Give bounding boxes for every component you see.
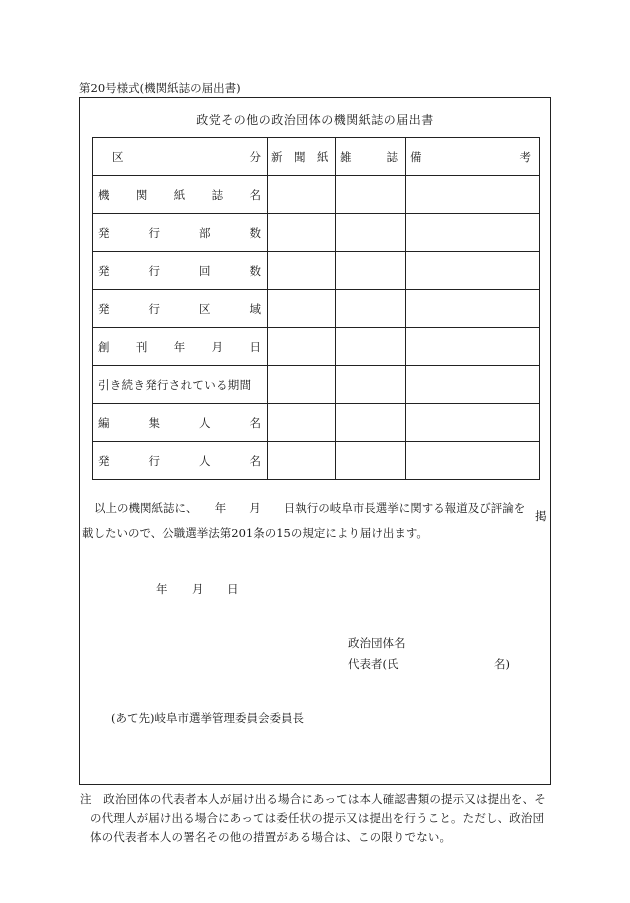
row-label-char: 人	[199, 415, 211, 430]
header-biko-right: 考	[519, 149, 531, 164]
row-label	[93, 366, 268, 404]
table-row	[93, 442, 540, 480]
row-label-char: 日	[249, 339, 261, 354]
table-row	[93, 290, 540, 328]
table-row	[93, 252, 540, 290]
cell-shinbunshi[interactable]	[268, 442, 336, 480]
row-label-char: 関	[135, 187, 148, 202]
cell-shinbunshi[interactable]	[268, 214, 336, 252]
row-label-char: 誌	[211, 187, 224, 202]
row-label	[93, 176, 268, 214]
cell-shinbunshi[interactable]	[268, 290, 336, 328]
row-label-char: 数	[249, 263, 261, 278]
row-label-char: 月	[211, 339, 224, 354]
row-label-text: 引き続き発行されている期間	[98, 377, 252, 392]
cell-shinbunshi[interactable]	[268, 366, 336, 404]
document-title: 政党その他の政治団体の機関紙誌の届出書	[196, 113, 434, 127]
header-kubun-right: 分	[249, 149, 261, 164]
row-label-char: 発	[98, 453, 110, 468]
cell-biko[interactable]	[406, 176, 540, 214]
row-label	[93, 442, 268, 480]
row-label-char: 行	[148, 453, 160, 468]
row-label-char: 行	[148, 263, 160, 278]
cell-shinbunshi[interactable]	[268, 176, 336, 214]
cell-shinbunshi[interactable]	[268, 404, 336, 442]
row-label	[93, 214, 268, 252]
table-row	[93, 404, 540, 442]
row-label-char: 区	[199, 301, 211, 316]
body-line-1: 以上の機関紙誌に、 年 月 日執行の岐阜市長選挙に関する報道及び評論を	[94, 501, 526, 515]
representative-end: 名)	[494, 657, 510, 671]
note-line-1: 注 政治団体の代表者本人が届け出る場合にあっては本人確認書類の提示又は提出を、そ	[80, 792, 546, 806]
cell-zasshi[interactable]	[336, 290, 406, 328]
table-row	[93, 214, 540, 252]
row-label-char: 回	[199, 263, 211, 278]
registration-table	[92, 137, 540, 480]
table-header-row	[93, 138, 540, 176]
row-label-char: 発	[98, 301, 110, 316]
row-label-char: 数	[249, 225, 261, 240]
table-row	[93, 328, 540, 366]
row-label-char: 名	[249, 453, 261, 468]
row-label	[93, 328, 268, 366]
cell-biko[interactable]	[406, 442, 540, 480]
row-label-char: 紙	[173, 187, 186, 202]
row-label-char: 人	[199, 453, 211, 468]
representative-label: 代表者(氏	[348, 657, 399, 671]
header-zasshi-right: 誌	[386, 149, 398, 164]
note-line-2: の代理人が届け出る場合にあっては委任状の提示又は提出を行うこと。ただし、政治団	[90, 811, 545, 825]
addressee: (あて先)岐阜市選挙管理委員会委員長	[111, 711, 304, 725]
header-kubun	[93, 138, 268, 176]
date-year: 年	[156, 582, 168, 596]
date-month: 月	[192, 582, 204, 596]
header-zasshi	[336, 138, 406, 176]
row-label	[93, 290, 268, 328]
row-label-char: 名	[249, 415, 261, 430]
row-label-char: 発	[98, 263, 110, 278]
header-shinbunshi-label: 新 聞 紙	[271, 149, 329, 164]
table-row	[93, 176, 540, 214]
row-label-char: 機	[98, 187, 110, 202]
row-label-char: 部	[199, 225, 211, 240]
row-label	[93, 252, 268, 290]
cell-biko[interactable]	[406, 214, 540, 252]
cell-zasshi[interactable]	[336, 328, 406, 366]
cell-zasshi[interactable]	[336, 176, 406, 214]
form-number: 第20号様式(機関紙誌の届出書)	[79, 81, 241, 95]
cell-zasshi[interactable]	[336, 366, 406, 404]
org-name-label: 政治団体名	[348, 636, 406, 650]
cell-biko[interactable]	[406, 290, 540, 328]
cell-zasshi[interactable]	[336, 252, 406, 290]
cell-biko[interactable]	[406, 366, 540, 404]
row-label-char: 刊	[135, 339, 148, 354]
cell-zasshi[interactable]	[336, 214, 406, 252]
table-row	[93, 366, 540, 404]
row-label-char: 創	[98, 339, 110, 354]
cell-zasshi[interactable]	[336, 404, 406, 442]
note-line-3: 体の代表者本人の署名その他の措置がある場合は、この限りでない。	[90, 830, 452, 844]
cell-shinbunshi[interactable]	[268, 328, 336, 366]
header-zasshi-left: 雑	[340, 149, 352, 164]
cell-biko[interactable]	[406, 252, 540, 290]
cell-biko[interactable]	[406, 328, 540, 366]
date-day: 日	[227, 582, 239, 596]
header-biko	[406, 138, 540, 176]
header-kubun-left: 区	[112, 149, 124, 164]
header-biko-left: 備	[410, 149, 422, 164]
body-line-1-tail: 掲	[535, 509, 547, 523]
header-shinbunshi	[268, 138, 336, 176]
row-label-char: 域	[249, 301, 261, 316]
row-label	[93, 404, 268, 442]
row-label-char: 行	[148, 301, 160, 316]
cell-biko[interactable]	[406, 404, 540, 442]
body-line-2: 載したいので、公職選挙法第201条の15の規定により届け出ます。	[82, 526, 428, 540]
row-label-char: 行	[148, 225, 160, 240]
row-label-char: 集	[148, 415, 160, 430]
row-label-char: 年	[173, 339, 186, 354]
cell-zasshi[interactable]	[336, 442, 406, 480]
row-label-char: 発	[98, 225, 110, 240]
row-label-char: 名	[249, 187, 261, 202]
row-label-char: 編	[98, 415, 110, 430]
cell-shinbunshi[interactable]	[268, 252, 336, 290]
